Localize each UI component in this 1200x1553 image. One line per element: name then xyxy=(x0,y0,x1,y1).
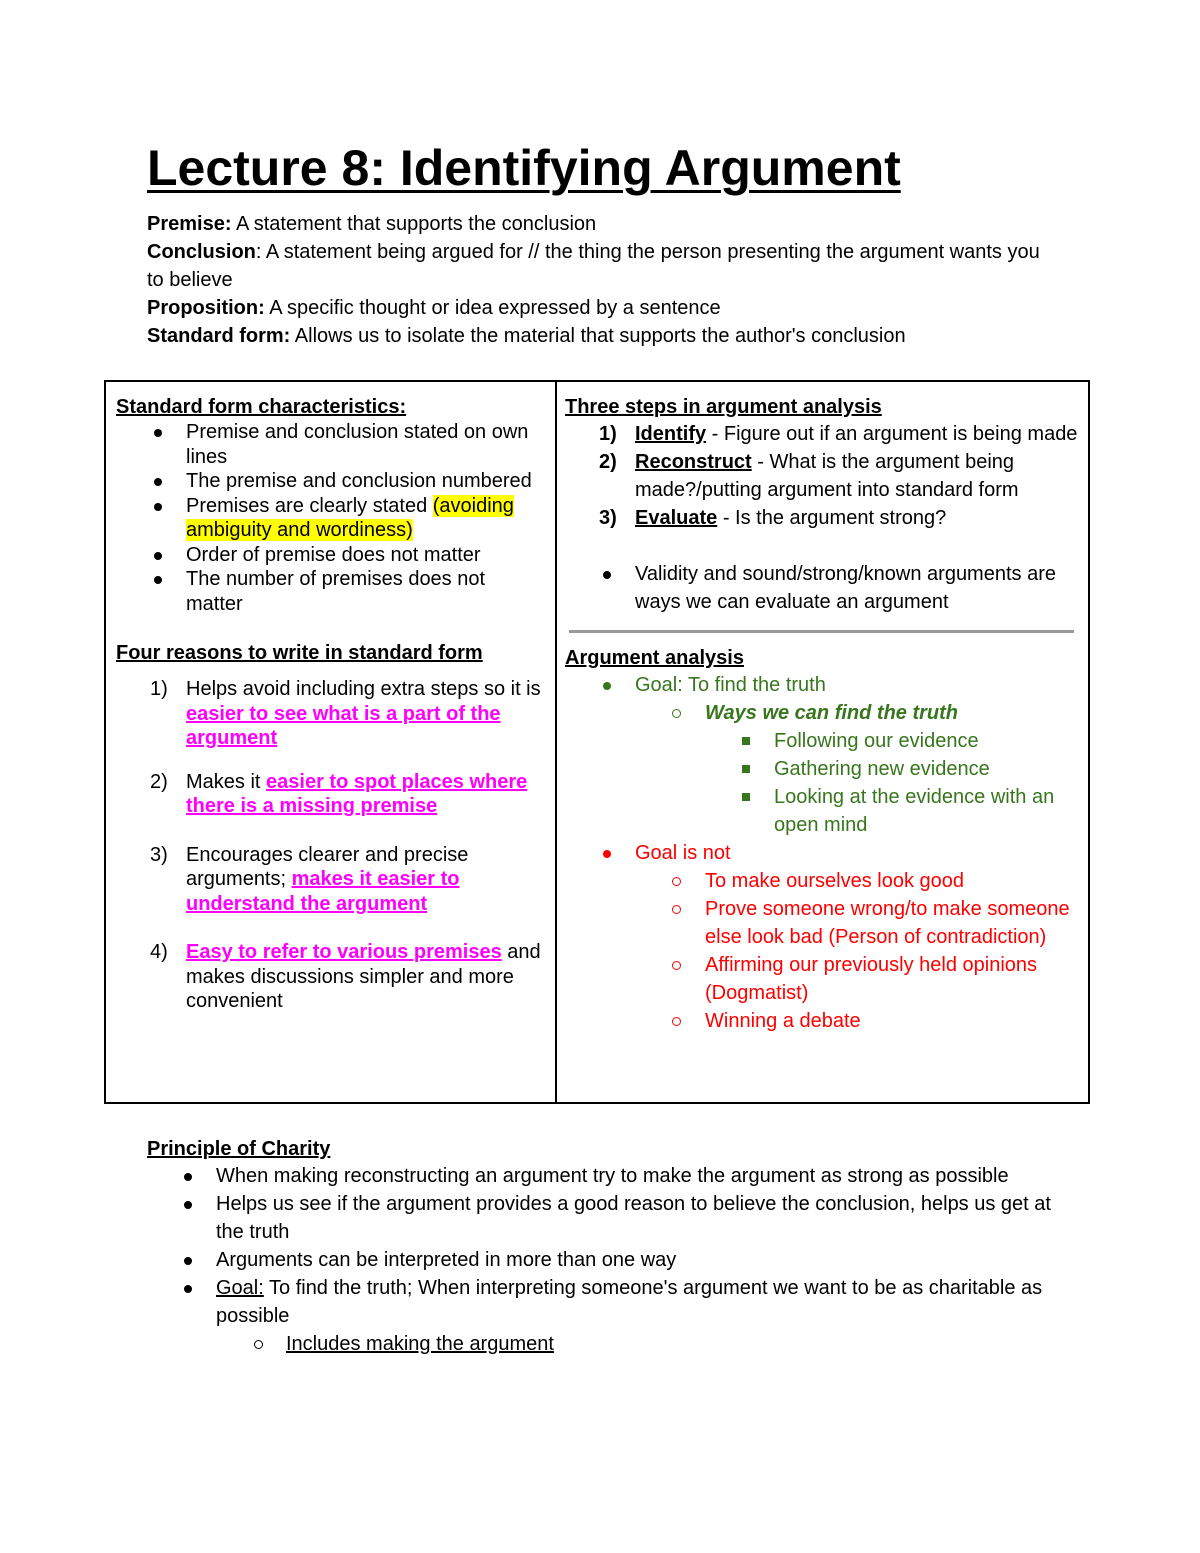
list-item: Premise and conclusion stated on own lines xyxy=(116,420,545,469)
bullet-icon xyxy=(154,429,162,437)
circle-bullet-icon xyxy=(672,877,681,886)
list-item: 3) Evaluate - Is the argument strong? xyxy=(599,507,947,529)
list-item: 2) Makes it easier to spot places where there is a missing premise xyxy=(150,770,528,817)
list-item: Order of premise does not matter xyxy=(116,543,545,568)
argument-analysis-heading: Argument analysis xyxy=(565,647,744,669)
definition-proposition xyxy=(147,294,1047,322)
notes-table xyxy=(104,380,1090,1104)
list-item: Gathering new evidence xyxy=(565,755,1078,783)
list-item: The premise and conclusion numbered xyxy=(116,469,545,494)
bullet-icon xyxy=(603,682,611,690)
list-item: Winning a debate xyxy=(565,1007,1078,1035)
bullet-icon xyxy=(154,503,162,511)
definition-text: A specific thought or idea expressed by a sentence xyxy=(264,297,721,319)
list-item: Includes making the argument xyxy=(147,1330,1067,1358)
page-title: Lecture 8: Identifying Argument xyxy=(147,140,901,196)
goal-group xyxy=(565,671,1078,839)
definition-text: A statement that supports the conclusion xyxy=(231,213,597,235)
bullet-icon xyxy=(154,576,162,584)
circle-bullet-icon xyxy=(672,905,681,914)
standard-form-characteristics-heading: Standard form characteristics: xyxy=(116,396,407,418)
bullet-icon xyxy=(184,1173,192,1181)
goal-not-group xyxy=(565,839,1078,1035)
right-cell xyxy=(557,382,1088,1102)
bullet-icon xyxy=(154,478,162,486)
list-item: Helps us see if the argument provides a good reason to believe the conclusion, helps us get at the truth xyxy=(147,1190,1067,1246)
bullet-icon xyxy=(184,1285,192,1293)
emphasis-text: Easy to refer to various premises xyxy=(186,941,502,963)
circle-bullet-icon xyxy=(254,1340,263,1349)
circle-bullet-icon xyxy=(672,961,681,970)
validity-note: Validity and sound/strong/known arguments are ways we can evaluate an argument xyxy=(565,560,1078,616)
section-divider xyxy=(569,630,1074,633)
square-bullet-icon xyxy=(742,793,750,801)
list-item: When making reconstructing an argument try to make the argument as strong as possible xyxy=(147,1162,1067,1190)
list-item: Premises are clearly stated (avoiding ambiguity and wordiness) xyxy=(116,494,545,543)
list-item: Arguments can be interpreted in more than one way xyxy=(147,1246,1067,1274)
emphasis-text: easier to see what is a part of the argument xyxy=(186,702,501,749)
bullet-icon xyxy=(154,552,162,560)
definition-term: Conclusion xyxy=(147,241,256,263)
list-item: The number of premises does not matter xyxy=(116,567,545,616)
circle-bullet-icon xyxy=(672,1017,681,1026)
definition-text: Allows us to isolate the material that supports the author's conclusion xyxy=(290,325,906,347)
bullet-icon xyxy=(603,571,611,579)
list-item: Goal is not xyxy=(565,839,1078,867)
left-cell xyxy=(106,382,557,1102)
definitions xyxy=(147,210,1047,350)
bullet-icon xyxy=(603,850,611,858)
bullet-icon xyxy=(184,1257,192,1265)
list-item: Following our evidence xyxy=(565,727,1078,755)
list-item: 4) Easy to refer to various premises and makes discussions simpler and more convenient xyxy=(150,941,541,1012)
list-item: 1) Identify - Figure out if an argument is being made xyxy=(599,423,1078,445)
principle-of-charity-heading: Principle of Charity xyxy=(147,1138,331,1160)
list-item: Goal: To find the truth; When interpreting someone's argument we want to be as charitable as possible xyxy=(147,1274,1067,1330)
list-item: 3) Encourages clearer and precise arguments; makes it easier to understand the argument xyxy=(150,843,469,915)
list-item: Looking at the evidence with an open mind xyxy=(565,783,1078,839)
list-item: Ways we can find the truth xyxy=(565,699,1078,727)
highlighted-text: (avoiding ambiguity and wordiness) xyxy=(186,494,514,541)
definition-term: Premise: xyxy=(147,213,232,235)
definition-conclusion xyxy=(147,238,1047,294)
square-bullet-icon xyxy=(742,737,750,745)
list-item: 2) Reconstruct - What is the argument being made?/putting argument into standard form xyxy=(599,451,1019,501)
four-reasons-heading: Four reasons to write in standard form xyxy=(116,642,483,664)
principle-of-charity-section xyxy=(147,1136,1067,1358)
bullet-icon xyxy=(184,1201,192,1209)
three-steps-heading: Three steps in argument analysis xyxy=(565,396,882,418)
characteristics-list xyxy=(116,420,545,616)
definition-premise xyxy=(147,210,1047,238)
definition-term: Standard form: xyxy=(147,325,291,347)
list-item: Affirming our previously held opinions (Dogmatist) xyxy=(565,951,1078,1007)
list-item: Goal: To find the truth xyxy=(565,671,1078,699)
emphasis-text: easier to spot places where there is a missing premise xyxy=(186,770,528,817)
reasons-list xyxy=(116,677,545,1014)
definition-standard-form xyxy=(147,322,1047,350)
list-item: 1) Helps avoid including extra steps so it is easier to see what is a part of the argument xyxy=(150,678,541,749)
list-item: Prove someone wrong/to make someone else look bad (Person of contradiction) xyxy=(565,895,1078,951)
emphasis-text: makes it easier to understand the argument xyxy=(186,868,460,915)
circle-bullet-icon xyxy=(672,709,681,718)
definition-text: : A statement being argued for // the thing the person presenting the argument wants you to believe xyxy=(147,241,1040,291)
steps-list xyxy=(565,420,1078,532)
list-item: To make ourselves look good xyxy=(565,867,1078,895)
square-bullet-icon xyxy=(742,765,750,773)
definition-term: Proposition: xyxy=(147,297,265,319)
